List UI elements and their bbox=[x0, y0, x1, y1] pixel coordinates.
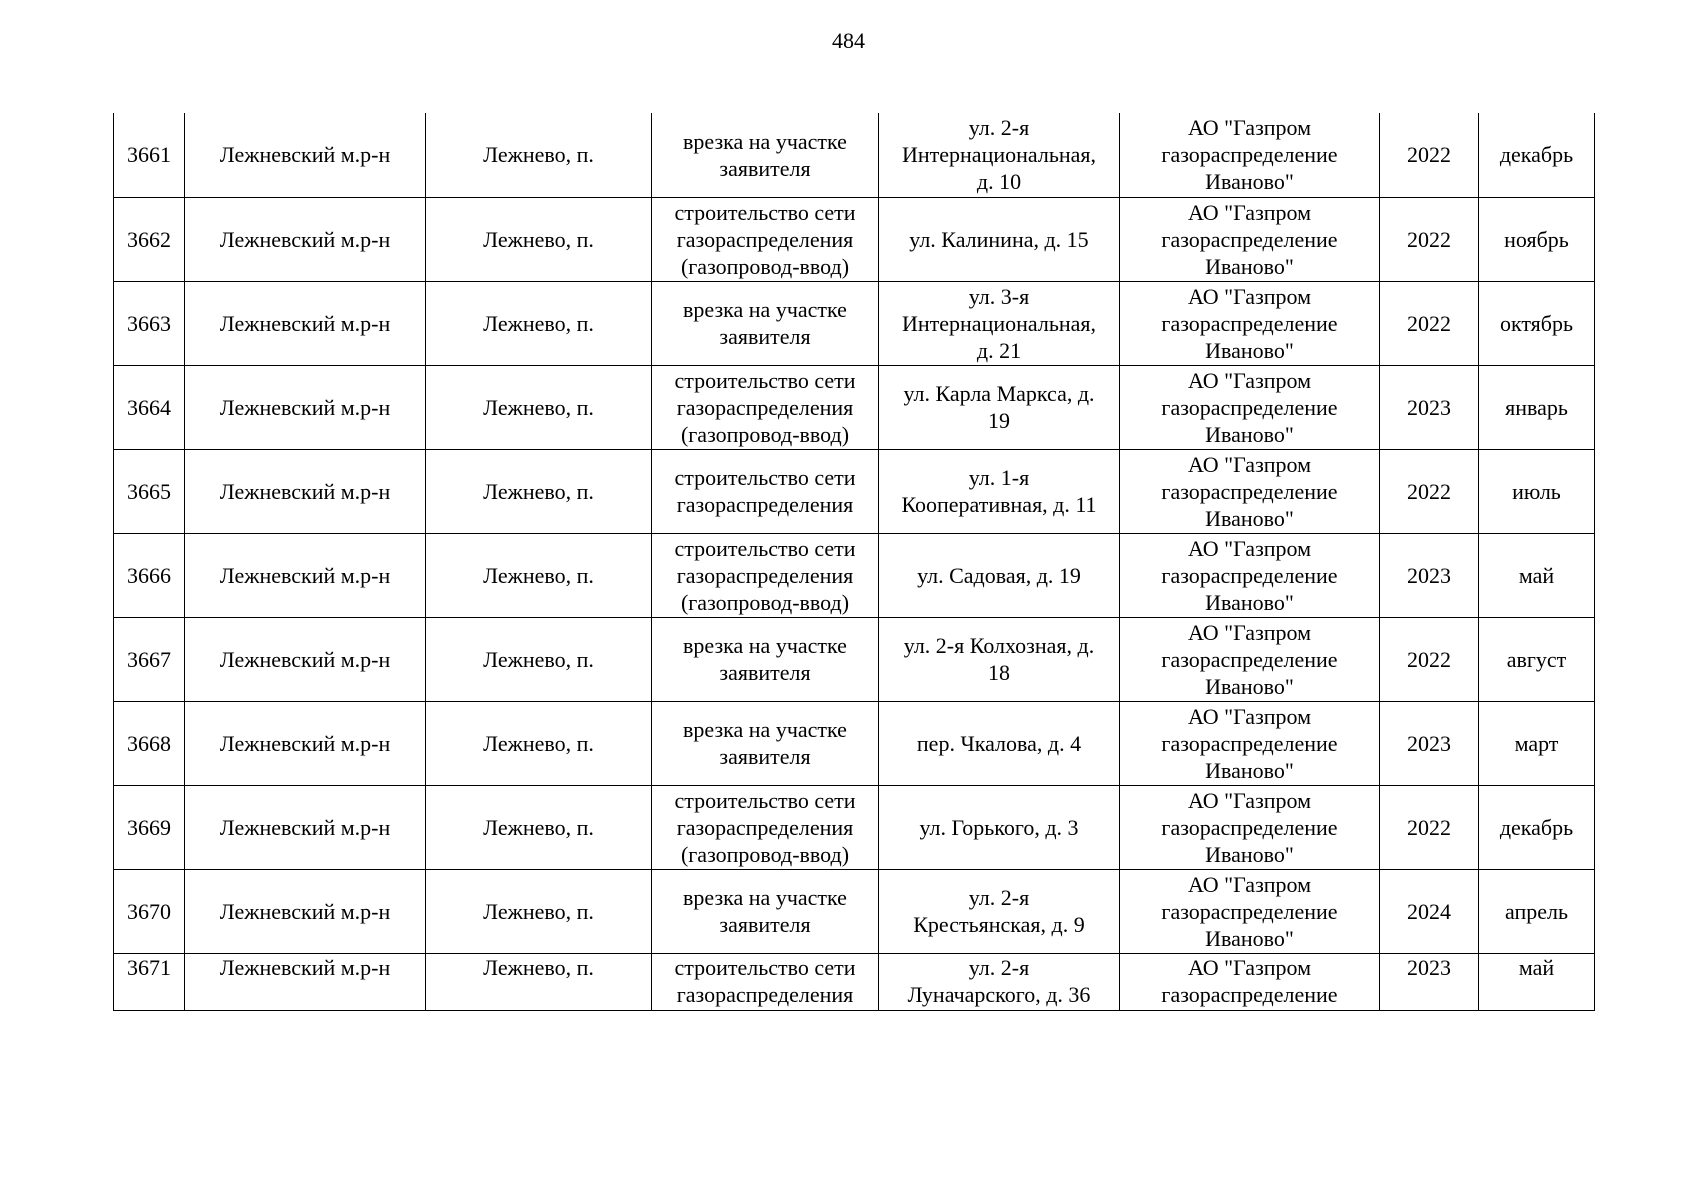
month-cell bbox=[1479, 533, 1595, 617]
district-cell-text: Лежневский м.р-н bbox=[219, 310, 391, 336]
organization-cell bbox=[1120, 281, 1380, 365]
month-cell-text: май bbox=[1518, 954, 1555, 980]
row-number-cell-text: 3664 bbox=[127, 394, 171, 420]
district-cell bbox=[185, 113, 426, 197]
month-cell-text: декабрь bbox=[1499, 142, 1574, 168]
address-cell bbox=[879, 197, 1120, 281]
locality-cell-text: Лежнево, п. bbox=[483, 954, 594, 980]
locality-cell bbox=[426, 533, 652, 617]
locality-cell bbox=[426, 785, 652, 869]
address-cell bbox=[879, 701, 1120, 785]
address-cell-text: ул. Горького, д. 3 bbox=[919, 814, 1079, 840]
address-cell-text: ул. Калинина, д. 15 bbox=[909, 226, 1089, 252]
organization-cell bbox=[1120, 113, 1380, 197]
year-cell-text: 2024 bbox=[1407, 898, 1451, 924]
locality-cell-text: Лежнево, п. bbox=[483, 394, 594, 420]
address-cell-text: ул. Карла Маркса, д. 19 bbox=[903, 381, 1095, 433]
locality-cell bbox=[426, 197, 652, 281]
organization-cell-text: АО "Газпром газораспределение Иваново" bbox=[1161, 199, 1338, 279]
locality-cell bbox=[426, 281, 652, 365]
address-cell-text: ул. 2-я Колхозная, д. 18 bbox=[903, 633, 1095, 685]
work-type-cell-text: врезка на участке заявителя bbox=[683, 717, 847, 769]
work-type-cell-text: строительство сети газораспределения (газопровод-ввод) bbox=[674, 787, 856, 867]
district-cell-text: Лежневский м.р-н bbox=[219, 898, 391, 924]
month-cell bbox=[1479, 113, 1595, 197]
year-cell bbox=[1380, 281, 1479, 365]
district-cell bbox=[185, 281, 426, 365]
work-type-cell bbox=[652, 281, 879, 365]
row-number-cell-text: 3670 bbox=[127, 898, 171, 924]
work-type-cell-text: строительство сети газораспределения (газопровод-ввод) bbox=[674, 367, 856, 447]
organization-cell-text: АО "Газпром газораспределение Иваново" bbox=[1161, 451, 1338, 531]
month-cell bbox=[1479, 785, 1595, 869]
work-type-cell bbox=[652, 869, 879, 953]
table-row bbox=[114, 953, 1595, 1010]
locality-cell-text: Лежнево, п. bbox=[483, 730, 594, 756]
work-type-cell-text: строительство сети газораспределения bbox=[674, 465, 856, 517]
row-number-cell bbox=[114, 869, 185, 953]
month-cell-text: август bbox=[1506, 646, 1567, 672]
organization-cell-text: АО "Газпром газораспределение Иваново" bbox=[1161, 787, 1338, 867]
organization-cell bbox=[1120, 365, 1380, 449]
organization-cell bbox=[1120, 449, 1380, 533]
row-number-cell bbox=[114, 113, 185, 197]
work-type-cell-text: строительство сети газораспределения (газопровод-ввод) bbox=[674, 199, 856, 279]
locality-cell-text: Лежнево, п. bbox=[483, 310, 594, 336]
year-cell bbox=[1380, 197, 1479, 281]
row-number-cell bbox=[114, 617, 185, 701]
district-cell bbox=[185, 953, 426, 1010]
district-cell-text: Лежневский м.р-н bbox=[219, 646, 391, 672]
district-cell bbox=[185, 617, 426, 701]
table-row bbox=[114, 785, 1595, 869]
work-type-cell-text: строительство сети газораспределения bbox=[674, 954, 856, 1007]
address-cell bbox=[879, 617, 1120, 701]
row-number-cell bbox=[114, 449, 185, 533]
row-number-cell-text: 3667 bbox=[127, 646, 171, 672]
organization-cell bbox=[1120, 617, 1380, 701]
address-cell bbox=[879, 533, 1120, 617]
district-cell bbox=[185, 449, 426, 533]
row-number-cell bbox=[114, 953, 185, 1010]
district-cell-text: Лежневский м.р-н bbox=[219, 730, 391, 756]
address-cell-text: ул. Садовая, д. 19 bbox=[917, 562, 1081, 588]
address-cell bbox=[879, 953, 1120, 1010]
work-type-cell-text: врезка на участке заявителя bbox=[683, 633, 847, 685]
row-number-cell bbox=[114, 785, 185, 869]
district-cell bbox=[185, 365, 426, 449]
table-row bbox=[114, 365, 1595, 449]
address-cell-text: ул. 2-я Крестьянская, д. 9 bbox=[913, 885, 1085, 937]
organization-cell-text: АО "Газпром газораспределение Иваново" bbox=[1161, 115, 1338, 195]
month-cell bbox=[1479, 701, 1595, 785]
row-number-cell-text: 3662 bbox=[127, 226, 171, 252]
locality-cell-text: Лежнево, п. bbox=[483, 142, 594, 168]
year-cell-text: 2023 bbox=[1407, 730, 1451, 756]
organization-cell bbox=[1120, 533, 1380, 617]
month-cell-text: ноябрь bbox=[1504, 226, 1569, 252]
year-cell-text: 2023 bbox=[1407, 562, 1451, 588]
address-cell-text: ул. 3-я Интернациональная, д. 21 bbox=[901, 283, 1097, 363]
year-cell bbox=[1380, 701, 1479, 785]
row-number-cell bbox=[114, 533, 185, 617]
page-number: 484 bbox=[832, 28, 865, 53]
organization-cell-text: АО "Газпром газораспределение bbox=[1161, 954, 1338, 1007]
year-cell-text: 2022 bbox=[1407, 478, 1451, 504]
year-cell bbox=[1380, 617, 1479, 701]
table-row bbox=[114, 533, 1595, 617]
row-number-cell-text: 3663 bbox=[127, 310, 171, 336]
work-type-cell bbox=[652, 113, 879, 197]
address-cell-text: ул. 1-я Кооперативная, д. 11 bbox=[901, 465, 1097, 517]
month-cell-text: май bbox=[1518, 562, 1555, 588]
year-cell-text: 2022 bbox=[1407, 646, 1451, 672]
month-cell-text: июль bbox=[1512, 478, 1561, 504]
work-type-cell-text: врезка на участке заявителя bbox=[683, 297, 847, 349]
year-cell-text: 2022 bbox=[1407, 814, 1451, 840]
organization-cell bbox=[1120, 869, 1380, 953]
gasification-table bbox=[113, 113, 1595, 1011]
work-type-cell bbox=[652, 953, 879, 1010]
locality-cell bbox=[426, 449, 652, 533]
address-cell bbox=[879, 785, 1120, 869]
month-cell bbox=[1479, 869, 1595, 953]
address-cell-text: ул. 2-я Луначарского, д. 36 bbox=[907, 954, 1091, 1007]
month-cell bbox=[1479, 281, 1595, 365]
locality-cell bbox=[426, 113, 652, 197]
month-cell-text: октябрь bbox=[1499, 310, 1574, 336]
locality-cell bbox=[426, 953, 652, 1010]
month-cell bbox=[1479, 449, 1595, 533]
locality-cell bbox=[426, 617, 652, 701]
organization-cell-text: АО "Газпром газораспределение Иваново" bbox=[1161, 703, 1338, 783]
organization-cell bbox=[1120, 197, 1380, 281]
district-cell-text: Лежневский м.р-н bbox=[219, 226, 391, 252]
month-cell bbox=[1479, 197, 1595, 281]
work-type-cell bbox=[652, 617, 879, 701]
month-cell bbox=[1479, 953, 1595, 1010]
row-number-cell-text: 3665 bbox=[127, 478, 171, 504]
address-cell bbox=[879, 113, 1120, 197]
locality-cell-text: Лежнево, п. bbox=[483, 814, 594, 840]
table-row bbox=[114, 281, 1595, 365]
row-number-cell-text: 3669 bbox=[127, 814, 171, 840]
district-cell bbox=[185, 701, 426, 785]
work-type-cell bbox=[652, 449, 879, 533]
month-cell bbox=[1479, 365, 1595, 449]
district-cell-text: Лежневский м.р-н bbox=[219, 142, 391, 168]
organization-cell-text: АО "Газпром газораспределение Иваново" bbox=[1161, 871, 1338, 951]
locality-cell-text: Лежнево, п. bbox=[483, 898, 594, 924]
locality-cell-text: Лежнево, п. bbox=[483, 226, 594, 252]
row-number-cell-text: 3666 bbox=[127, 562, 171, 588]
district-cell bbox=[185, 785, 426, 869]
month-cell-text: декабрь bbox=[1499, 814, 1574, 840]
row-number-cell-text: 3671 bbox=[127, 954, 171, 980]
year-cell bbox=[1380, 785, 1479, 869]
year-cell bbox=[1380, 533, 1479, 617]
table-row bbox=[114, 113, 1595, 197]
year-cell-text: 2022 bbox=[1407, 142, 1451, 168]
month-cell-text: март bbox=[1514, 730, 1559, 756]
district-cell-text: Лежневский м.р-н bbox=[219, 394, 391, 420]
table-row bbox=[114, 701, 1595, 785]
work-type-cell-text: врезка на участке заявителя bbox=[683, 885, 847, 937]
district-cell-text: Лежневский м.р-н bbox=[219, 478, 391, 504]
district-cell bbox=[185, 869, 426, 953]
year-cell bbox=[1380, 953, 1479, 1010]
table-body bbox=[114, 113, 1595, 1010]
locality-cell bbox=[426, 701, 652, 785]
row-number-cell-text: 3661 bbox=[127, 142, 171, 168]
organization-cell-text: АО "Газпром газораспределение Иваново" bbox=[1161, 367, 1338, 447]
year-cell bbox=[1380, 365, 1479, 449]
month-cell-text: январь bbox=[1505, 394, 1568, 420]
table-row bbox=[114, 617, 1595, 701]
row-number-cell bbox=[114, 701, 185, 785]
organization-cell bbox=[1120, 785, 1380, 869]
address-cell bbox=[879, 281, 1120, 365]
row-number-cell bbox=[114, 281, 185, 365]
address-cell bbox=[879, 365, 1120, 449]
year-cell-text: 2022 bbox=[1407, 310, 1451, 336]
year-cell-text: 2023 bbox=[1407, 954, 1451, 980]
table-row bbox=[114, 449, 1595, 533]
row-number-cell bbox=[114, 365, 185, 449]
month-cell bbox=[1479, 617, 1595, 701]
organization-cell-text: АО "Газпром газораспределение Иваново" bbox=[1161, 283, 1338, 363]
address-cell-text: пер. Чкалова, д. 4 bbox=[916, 730, 1082, 756]
work-type-cell bbox=[652, 533, 879, 617]
year-cell bbox=[1380, 869, 1479, 953]
organization-cell bbox=[1120, 953, 1380, 1010]
row-number-cell-text: 3668 bbox=[127, 730, 171, 756]
district-cell-text: Лежневский м.р-н bbox=[219, 954, 391, 980]
work-type-cell bbox=[652, 701, 879, 785]
address-cell bbox=[879, 869, 1120, 953]
table-row bbox=[114, 197, 1595, 281]
work-type-cell bbox=[652, 365, 879, 449]
year-cell-text: 2022 bbox=[1407, 226, 1451, 252]
district-cell bbox=[185, 533, 426, 617]
address-cell bbox=[879, 449, 1120, 533]
work-type-cell-text: врезка на участке заявителя bbox=[683, 128, 847, 181]
work-type-cell bbox=[652, 785, 879, 869]
district-cell-text: Лежневский м.р-н bbox=[219, 814, 391, 840]
locality-cell bbox=[426, 365, 652, 449]
month-cell-text: апрель bbox=[1504, 898, 1569, 924]
table-row bbox=[114, 869, 1595, 953]
organization-cell bbox=[1120, 701, 1380, 785]
work-type-cell-text: строительство сети газораспределения (газопровод-ввод) bbox=[674, 535, 856, 615]
locality-cell-text: Лежнево, п. bbox=[483, 478, 594, 504]
organization-cell-text: АО "Газпром газораспределение Иваново" bbox=[1161, 535, 1338, 615]
work-type-cell bbox=[652, 197, 879, 281]
address-cell-text: ул. 2-я Интернациональная, д. 10 bbox=[901, 115, 1097, 195]
organization-cell-text: АО "Газпром газораспределение Иваново" bbox=[1161, 619, 1338, 699]
locality-cell bbox=[426, 869, 652, 953]
locality-cell-text: Лежнево, п. bbox=[483, 646, 594, 672]
year-cell bbox=[1380, 113, 1479, 197]
locality-cell-text: Лежнево, п. bbox=[483, 562, 594, 588]
year-cell bbox=[1380, 449, 1479, 533]
district-cell-text: Лежневский м.р-н bbox=[219, 562, 391, 588]
row-number-cell bbox=[114, 197, 185, 281]
district-cell bbox=[185, 197, 426, 281]
year-cell-text: 2023 bbox=[1407, 394, 1451, 420]
